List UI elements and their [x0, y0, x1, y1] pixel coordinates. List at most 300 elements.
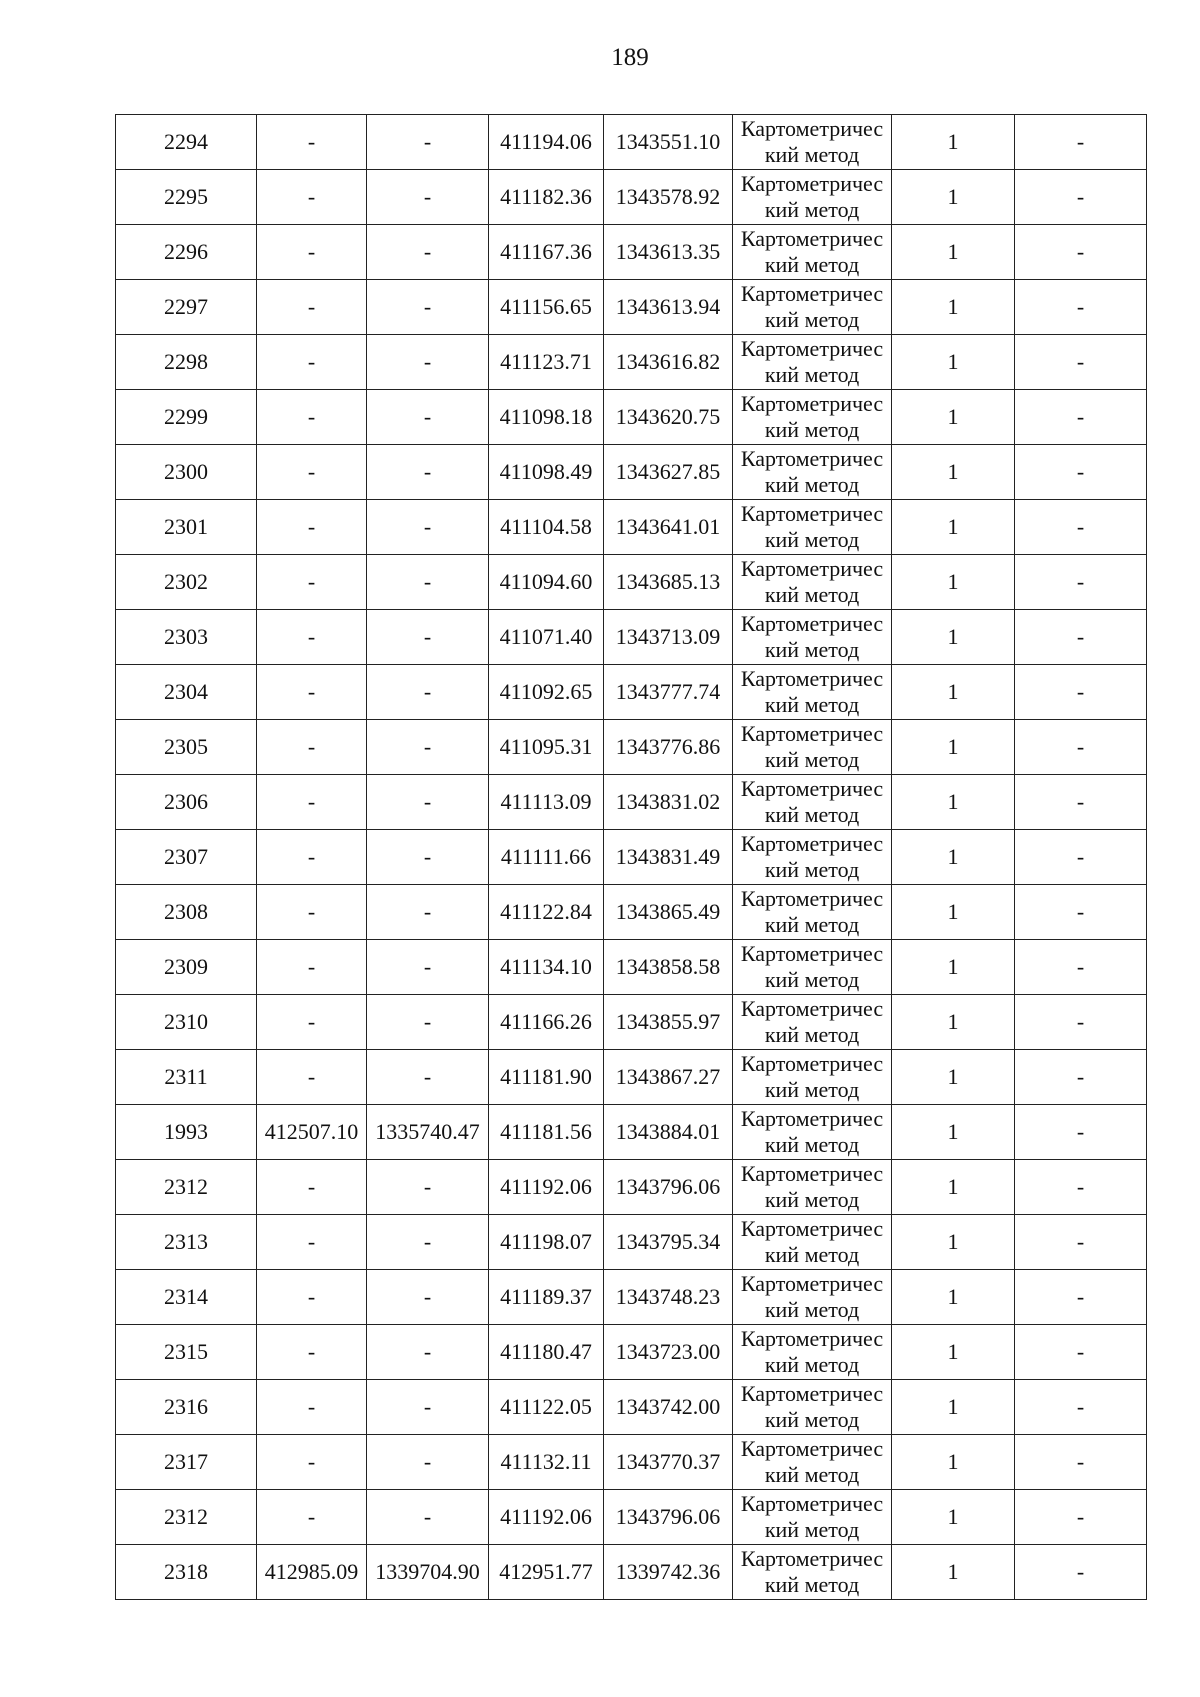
y-new-cell: 1343713.09: [604, 610, 733, 665]
y-old-cell: -: [367, 885, 489, 940]
x-new-cell: 411104.58: [489, 500, 604, 555]
table-row: [116, 445, 1147, 500]
x-old-cell: -: [257, 995, 367, 1050]
point-id-cell: 2313: [116, 1215, 257, 1270]
accuracy-cell: 1: [892, 445, 1015, 500]
method-cell: [733, 1490, 892, 1545]
table-row: [116, 1270, 1147, 1325]
y-new-cell: 1343641.01: [604, 500, 733, 555]
y-old-cell: -: [367, 830, 489, 885]
table-row: [116, 720, 1147, 775]
y-new-cell: 1343795.34: [604, 1215, 733, 1270]
note-cell: -: [1015, 225, 1147, 280]
point-id-cell: 2315: [116, 1325, 257, 1380]
method-label-line2: кий метод: [764, 527, 860, 552]
y-new-cell: 1343551.10: [604, 115, 733, 170]
y-old-cell: -: [367, 775, 489, 830]
method-cell: [733, 995, 892, 1050]
method-label-line1: Картометричес: [740, 1161, 884, 1186]
method-cell: [733, 115, 892, 170]
method-label-line2: кий метод: [764, 142, 860, 167]
y-old-cell: -: [367, 940, 489, 995]
method-label-line2: кий метод: [764, 802, 860, 827]
method-cell: [733, 500, 892, 555]
point-id-cell: 2318: [116, 1545, 257, 1600]
y-old-cell: -: [367, 1435, 489, 1490]
x-old-cell: -: [257, 1325, 367, 1380]
method-label-line2: кий метод: [764, 967, 860, 992]
method-label-line2: кий метод: [764, 1572, 860, 1597]
x-new-cell: 411167.36: [489, 225, 604, 280]
x-old-cell: -: [257, 940, 367, 995]
y-old-cell: -: [367, 1270, 489, 1325]
note-cell: -: [1015, 1160, 1147, 1215]
note-cell: -: [1015, 940, 1147, 995]
method-cell: [733, 1380, 892, 1435]
y-old-cell: -: [367, 1050, 489, 1105]
accuracy-cell: 1: [892, 1160, 1015, 1215]
x-old-cell: -: [257, 555, 367, 610]
point-id-cell: 2302: [116, 555, 257, 610]
accuracy-cell: 1: [892, 665, 1015, 720]
method-cell: [733, 885, 892, 940]
method-cell: [733, 335, 892, 390]
x-new-cell: 411071.40: [489, 610, 604, 665]
accuracy-cell: 1: [892, 720, 1015, 775]
method-label-line1: Картометричес: [740, 1326, 884, 1351]
y-old-cell: -: [367, 555, 489, 610]
point-id-cell: 2296: [116, 225, 257, 280]
x-new-cell: 411092.65: [489, 665, 604, 720]
method-label-line1: Картометричес: [740, 886, 884, 911]
point-id-cell: 2304: [116, 665, 257, 720]
x-new-cell: 411111.66: [489, 830, 604, 885]
table-row: [116, 500, 1147, 555]
note-cell: -: [1015, 610, 1147, 665]
accuracy-cell: 1: [892, 1050, 1015, 1105]
method-label-line2: кий метод: [764, 1517, 860, 1542]
x-new-cell: 411094.60: [489, 555, 604, 610]
method-cell: [733, 1270, 892, 1325]
method-label-line1: Картометричес: [740, 776, 884, 801]
accuracy-cell: 1: [892, 1490, 1015, 1545]
point-id-cell: 2312: [116, 1490, 257, 1545]
x-new-cell: 411181.90: [489, 1050, 604, 1105]
accuracy-cell: 1: [892, 1325, 1015, 1380]
accuracy-cell: 1: [892, 335, 1015, 390]
method-cell: [733, 390, 892, 445]
note-cell: -: [1015, 1105, 1147, 1160]
y-old-cell: -: [367, 500, 489, 555]
y-new-cell: 1339742.36: [604, 1545, 733, 1600]
x-new-cell: 411166.26: [489, 995, 604, 1050]
table-row: [116, 1435, 1147, 1490]
x-new-cell: 411192.06: [489, 1490, 604, 1545]
y-old-cell: 1335740.47: [367, 1105, 489, 1160]
x-old-cell: -: [257, 775, 367, 830]
accuracy-cell: 1: [892, 775, 1015, 830]
x-old-cell: -: [257, 225, 367, 280]
y-new-cell: 1343620.75: [604, 390, 733, 445]
method-cell: [733, 170, 892, 225]
table-row: [116, 1215, 1147, 1270]
y-new-cell: 1343796.06: [604, 1160, 733, 1215]
method-label-line2: кий метод: [764, 1022, 860, 1047]
x-old-cell: -: [257, 280, 367, 335]
accuracy-cell: 1: [892, 1545, 1015, 1600]
point-id-cell: 2308: [116, 885, 257, 940]
y-new-cell: 1343578.92: [604, 170, 733, 225]
accuracy-cell: 1: [892, 1380, 1015, 1435]
y-new-cell: 1343776.86: [604, 720, 733, 775]
x-new-cell: 411122.84: [489, 885, 604, 940]
accuracy-cell: 1: [892, 940, 1015, 995]
method-label-line2: кий метод: [764, 1077, 860, 1102]
point-id-cell: 2297: [116, 280, 257, 335]
table-row: [116, 390, 1147, 445]
point-id-cell: 2300: [116, 445, 257, 500]
y-old-cell: -: [367, 720, 489, 775]
x-old-cell: -: [257, 1435, 367, 1490]
x-new-cell: 411182.36: [489, 170, 604, 225]
table-row: [116, 665, 1147, 720]
x-new-cell: 411098.49: [489, 445, 604, 500]
x-old-cell: -: [257, 390, 367, 445]
x-new-cell: 411123.71: [489, 335, 604, 390]
note-cell: -: [1015, 1050, 1147, 1105]
note-cell: -: [1015, 1270, 1147, 1325]
point-id-cell: 2294: [116, 115, 257, 170]
y-old-cell: -: [367, 1215, 489, 1270]
table-row: [116, 885, 1147, 940]
method-cell: [733, 1325, 892, 1380]
x-old-cell: -: [257, 1160, 367, 1215]
y-old-cell: -: [367, 445, 489, 500]
accuracy-cell: 1: [892, 500, 1015, 555]
y-new-cell: 1343831.02: [604, 775, 733, 830]
method-label-line1: Картометричес: [740, 1051, 884, 1076]
y-old-cell: -: [367, 1380, 489, 1435]
accuracy-cell: 1: [892, 170, 1015, 225]
table-row: [116, 335, 1147, 390]
x-old-cell: 412507.10: [257, 1105, 367, 1160]
x-old-cell: -: [257, 170, 367, 225]
method-cell: [733, 1050, 892, 1105]
y-new-cell: 1343777.74: [604, 665, 733, 720]
note-cell: -: [1015, 445, 1147, 500]
accuracy-cell: 1: [892, 555, 1015, 610]
note-cell: -: [1015, 115, 1147, 170]
y-old-cell: -: [367, 225, 489, 280]
x-new-cell: 411180.47: [489, 1325, 604, 1380]
table-row: [116, 1545, 1147, 1600]
method-label-line1: Картометричес: [740, 171, 884, 196]
x-old-cell: -: [257, 115, 367, 170]
table-row: [116, 1380, 1147, 1435]
note-cell: -: [1015, 280, 1147, 335]
note-cell: -: [1015, 1380, 1147, 1435]
y-new-cell: 1343770.37: [604, 1435, 733, 1490]
y-old-cell: 1339704.90: [367, 1545, 489, 1600]
table-row: [116, 225, 1147, 280]
y-old-cell: -: [367, 1325, 489, 1380]
y-new-cell: 1343613.35: [604, 225, 733, 280]
accuracy-cell: 1: [892, 280, 1015, 335]
table-row: [116, 1325, 1147, 1380]
method-label-line1: Картометричес: [740, 501, 884, 526]
method-label-line1: Картометричес: [740, 1436, 884, 1461]
x-old-cell: -: [257, 1380, 367, 1435]
method-label-line2: кий метод: [764, 582, 860, 607]
table-row: [116, 995, 1147, 1050]
method-label-line1: Картометричес: [740, 116, 884, 141]
point-id-cell: 2306: [116, 775, 257, 830]
table-row: [116, 1160, 1147, 1215]
x-new-cell: 411181.56: [489, 1105, 604, 1160]
y-new-cell: 1343613.94: [604, 280, 733, 335]
method-label-line1: Картометричес: [740, 281, 884, 306]
note-cell: -: [1015, 665, 1147, 720]
y-new-cell: 1343723.00: [604, 1325, 733, 1380]
y-new-cell: 1343867.27: [604, 1050, 733, 1105]
accuracy-cell: 1: [892, 995, 1015, 1050]
x-old-cell: -: [257, 1490, 367, 1545]
method-cell: [733, 280, 892, 335]
point-id-cell: 2317: [116, 1435, 257, 1490]
note-cell: -: [1015, 1215, 1147, 1270]
accuracy-cell: 1: [892, 610, 1015, 665]
note-cell: -: [1015, 775, 1147, 830]
method-label-line1: Картометричес: [740, 721, 884, 746]
method-label-line2: кий метод: [764, 417, 860, 442]
x-new-cell: 411098.18: [489, 390, 604, 445]
note-cell: -: [1015, 555, 1147, 610]
method-label-line2: кий метод: [764, 747, 860, 772]
accuracy-cell: 1: [892, 1215, 1015, 1270]
method-cell: [733, 665, 892, 720]
note-cell: -: [1015, 720, 1147, 775]
accuracy-cell: 1: [892, 390, 1015, 445]
y-new-cell: 1343796.06: [604, 1490, 733, 1545]
y-old-cell: -: [367, 170, 489, 225]
table-row: [116, 940, 1147, 995]
x-old-cell: 412985.09: [257, 1545, 367, 1600]
method-cell: [733, 775, 892, 830]
method-cell: [733, 1435, 892, 1490]
y-old-cell: -: [367, 115, 489, 170]
y-old-cell: -: [367, 610, 489, 665]
method-label-line1: Картометричес: [740, 391, 884, 416]
point-id-cell: 2312: [116, 1160, 257, 1215]
x-old-cell: -: [257, 335, 367, 390]
method-cell: [733, 1545, 892, 1600]
x-old-cell: -: [257, 720, 367, 775]
accuracy-cell: 1: [892, 1105, 1015, 1160]
x-old-cell: -: [257, 500, 367, 555]
table-row: [116, 1050, 1147, 1105]
point-id-cell: 2307: [116, 830, 257, 885]
method-label-line1: Картометричес: [740, 611, 884, 636]
point-id-cell: 2309: [116, 940, 257, 995]
x-new-cell: 412951.77: [489, 1545, 604, 1600]
method-label-line1: Картометричес: [740, 226, 884, 251]
method-cell: [733, 1215, 892, 1270]
method-label-line1: Картометричес: [740, 1491, 884, 1516]
point-id-cell: 1993: [116, 1105, 257, 1160]
method-cell: [733, 445, 892, 500]
method-label-line2: кий метод: [764, 692, 860, 717]
x-new-cell: 411134.10: [489, 940, 604, 995]
table-row: [116, 170, 1147, 225]
y-new-cell: 1343627.85: [604, 445, 733, 500]
y-new-cell: 1343884.01: [604, 1105, 733, 1160]
table-row: [116, 555, 1147, 610]
method-label-line1: Картометричес: [740, 1381, 884, 1406]
method-label-line1: Картометричес: [740, 556, 884, 581]
method-label-line2: кий метод: [764, 912, 860, 937]
method-label-line1: Картометричес: [740, 941, 884, 966]
method-label-line2: кий метод: [764, 1132, 860, 1157]
point-id-cell: 2295: [116, 170, 257, 225]
y-new-cell: 1343748.23: [604, 1270, 733, 1325]
y-old-cell: -: [367, 665, 489, 720]
method-label-line2: кий метод: [764, 1407, 860, 1432]
point-id-cell: 2310: [116, 995, 257, 1050]
table-row: [116, 830, 1147, 885]
table-row: [116, 115, 1147, 170]
y-old-cell: -: [367, 995, 489, 1050]
note-cell: -: [1015, 1325, 1147, 1380]
x-old-cell: -: [257, 885, 367, 940]
table-row: [116, 610, 1147, 665]
point-id-cell: 2299: [116, 390, 257, 445]
method-label-line2: кий метод: [764, 1462, 860, 1487]
method-label-line1: Картометричес: [740, 831, 884, 856]
accuracy-cell: 1: [892, 115, 1015, 170]
y-new-cell: 1343858.58: [604, 940, 733, 995]
x-old-cell: -: [257, 830, 367, 885]
y-old-cell: -: [367, 1160, 489, 1215]
x-new-cell: 411194.06: [489, 115, 604, 170]
x-new-cell: 411095.31: [489, 720, 604, 775]
x-old-cell: -: [257, 610, 367, 665]
method-label-line2: кий метод: [764, 307, 860, 332]
method-cell: [733, 1105, 892, 1160]
method-cell: [733, 555, 892, 610]
note-cell: -: [1015, 1435, 1147, 1490]
method-label-line1: Картометричес: [740, 1271, 884, 1296]
note-cell: -: [1015, 995, 1147, 1050]
note-cell: -: [1015, 885, 1147, 940]
note-cell: -: [1015, 830, 1147, 885]
y-old-cell: -: [367, 1490, 489, 1545]
table-row: [116, 280, 1147, 335]
y-new-cell: 1343616.82: [604, 335, 733, 390]
y-old-cell: -: [367, 335, 489, 390]
y-new-cell: 1343855.97: [604, 995, 733, 1050]
method-label-line1: Картометричес: [740, 996, 884, 1021]
method-cell: [733, 830, 892, 885]
note-cell: -: [1015, 1490, 1147, 1545]
y-new-cell: 1343685.13: [604, 555, 733, 610]
method-label-line2: кий метод: [764, 1187, 860, 1212]
method-label-line2: кий метод: [764, 197, 860, 222]
x-new-cell: 411189.37: [489, 1270, 604, 1325]
table-row: [116, 1490, 1147, 1545]
note-cell: -: [1015, 500, 1147, 555]
x-new-cell: 411156.65: [489, 280, 604, 335]
point-id-cell: 2316: [116, 1380, 257, 1435]
note-cell: -: [1015, 335, 1147, 390]
x-new-cell: 411132.11: [489, 1435, 604, 1490]
x-new-cell: 411198.07: [489, 1215, 604, 1270]
x-new-cell: 411192.06: [489, 1160, 604, 1215]
method-label-line2: кий метод: [764, 857, 860, 882]
point-id-cell: 2301: [116, 500, 257, 555]
accuracy-cell: 1: [892, 1435, 1015, 1490]
note-cell: -: [1015, 170, 1147, 225]
y-old-cell: -: [367, 280, 489, 335]
method-label-line2: кий метод: [764, 472, 860, 497]
x-old-cell: -: [257, 1050, 367, 1105]
method-cell: [733, 1160, 892, 1215]
coordinates-table: [115, 114, 1147, 1600]
x-new-cell: 411113.09: [489, 775, 604, 830]
method-cell: [733, 610, 892, 665]
method-label-line2: кий метод: [764, 1242, 860, 1267]
method-label-line1: Картометричес: [740, 336, 884, 361]
point-id-cell: 2298: [116, 335, 257, 390]
accuracy-cell: 1: [892, 885, 1015, 940]
table-row: [116, 1105, 1147, 1160]
method-label-line1: Картометричес: [740, 666, 884, 691]
x-old-cell: -: [257, 1215, 367, 1270]
table-row: [116, 775, 1147, 830]
y-new-cell: 1343865.49: [604, 885, 733, 940]
method-label-line2: кий метод: [764, 252, 860, 277]
y-new-cell: 1343742.00: [604, 1380, 733, 1435]
accuracy-cell: 1: [892, 1270, 1015, 1325]
method-cell: [733, 720, 892, 775]
accuracy-cell: 1: [892, 830, 1015, 885]
point-id-cell: 2303: [116, 610, 257, 665]
accuracy-cell: 1: [892, 225, 1015, 280]
point-id-cell: 2305: [116, 720, 257, 775]
point-id-cell: 2311: [116, 1050, 257, 1105]
page-number: 189: [611, 44, 649, 71]
point-id-cell: 2314: [116, 1270, 257, 1325]
method-label-line2: кий метод: [764, 1297, 860, 1322]
method-cell: [733, 940, 892, 995]
method-label-line2: кий метод: [764, 362, 860, 387]
method-label-line1: Картометричес: [740, 1546, 884, 1571]
method-cell: [733, 225, 892, 280]
y-old-cell: -: [367, 390, 489, 445]
table-body: [116, 115, 1147, 1600]
x-old-cell: -: [257, 445, 367, 500]
y-new-cell: 1343831.49: [604, 830, 733, 885]
x-old-cell: -: [257, 1270, 367, 1325]
note-cell: -: [1015, 390, 1147, 445]
method-label-line1: Картометричес: [740, 1216, 884, 1241]
method-label-line2: кий метод: [764, 637, 860, 662]
x-new-cell: 411122.05: [489, 1380, 604, 1435]
x-old-cell: -: [257, 665, 367, 720]
method-label-line1: Картометричес: [740, 446, 884, 471]
method-label-line1: Картометричес: [740, 1106, 884, 1131]
note-cell: -: [1015, 1545, 1147, 1600]
method-label-line2: кий метод: [764, 1352, 860, 1377]
